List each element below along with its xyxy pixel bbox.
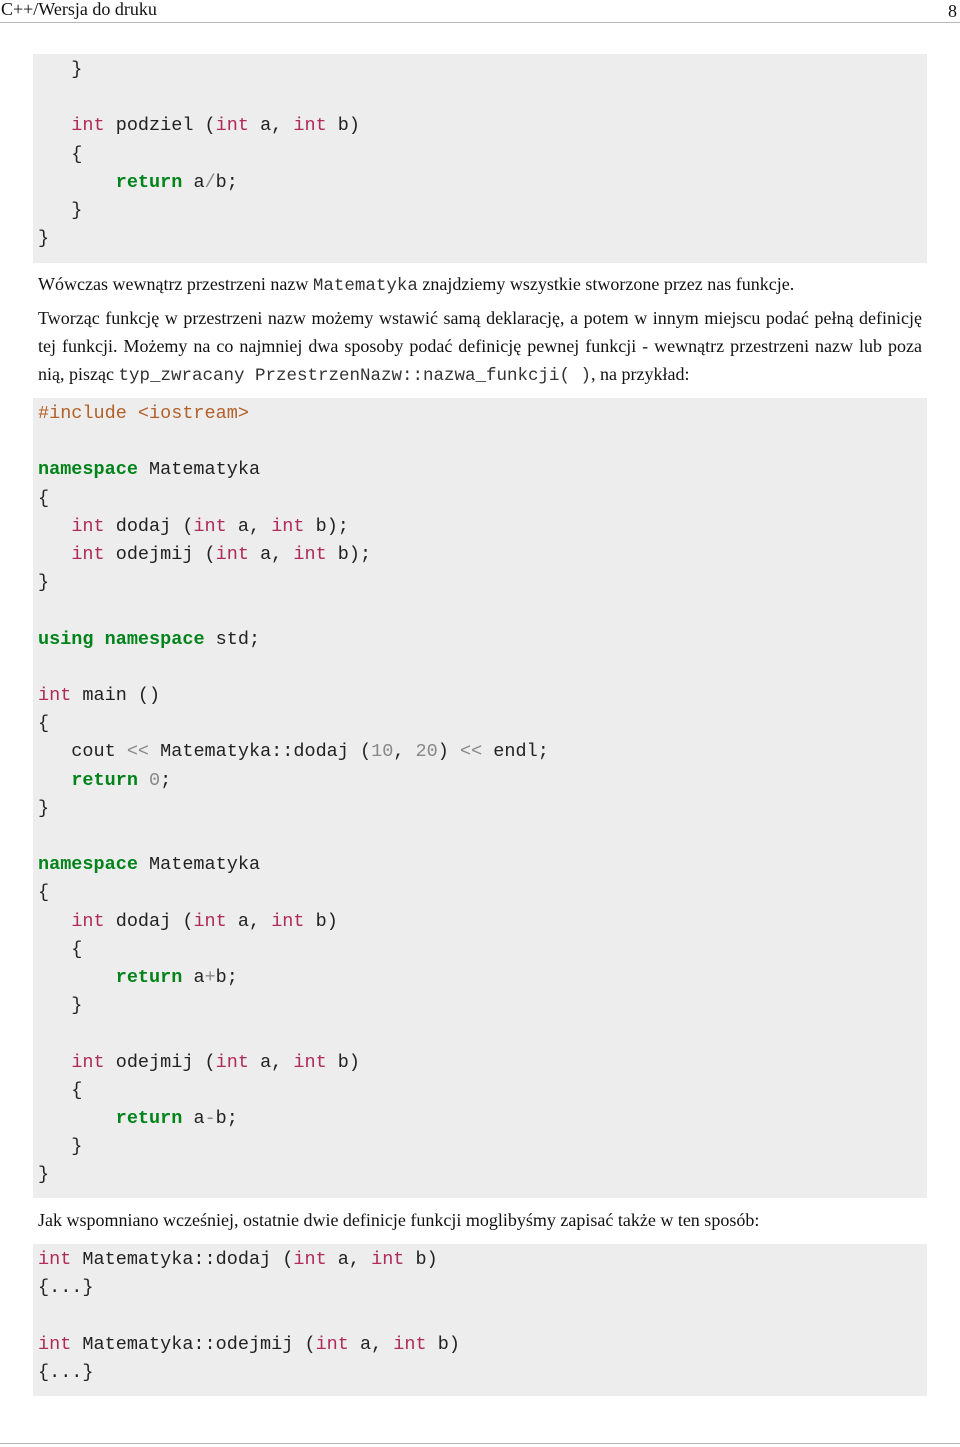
code-token: , [393, 741, 416, 763]
code-token: Matematyka [137, 459, 261, 481]
code-token: using [38, 628, 94, 650]
code-token: b) [404, 1249, 438, 1270]
code-block-podziel [33, 54, 927, 263]
paragraph-alternative-syntax [38, 1206, 922, 1234]
code-line [38, 143, 83, 165]
code-token [94, 629, 105, 650]
code-token [38, 544, 71, 565]
code-token: int [215, 115, 249, 137]
code-token: a, [226, 515, 272, 537]
code-line [38, 910, 338, 932]
code-token: int [215, 544, 249, 565]
code-line [38, 997, 82, 1015]
code-line [38, 487, 50, 509]
paragraph-text: Wówczas wewnątrz przestrzeni nazw [38, 274, 313, 294]
code-token [38, 1108, 116, 1129]
code-token: namespace [38, 459, 138, 481]
code-token: int [71, 544, 105, 565]
code-token: / [204, 171, 216, 193]
code-token: { [38, 713, 50, 735]
code-token: a, [226, 910, 272, 932]
paragraph-text: Jak wspomniano wcześniej, ostatnie dwie definicje funkcji moglibyśmy zapisać także w ten sposób: [38, 1210, 760, 1230]
code-token: - [204, 1108, 216, 1129]
code-line [38, 574, 49, 592]
code-line [38, 1138, 82, 1156]
code-token: return [115, 171, 183, 193]
code-token: a [182, 1108, 205, 1129]
code-token: endl; [482, 741, 549, 763]
code-token: cout [38, 741, 127, 763]
code-token: b) [304, 910, 338, 932]
code-token: b); [326, 544, 372, 565]
code-line [38, 1361, 94, 1383]
code-token: main () [71, 685, 161, 706]
code-line [38, 1279, 94, 1297]
code-line [38, 405, 249, 423]
code-token: a, [248, 544, 294, 565]
code-line [38, 230, 49, 248]
code-block-namespace-example [33, 398, 927, 1198]
code-token: int [271, 910, 305, 932]
code-token: namespace [104, 628, 205, 650]
code-token: int [38, 1333, 72, 1355]
code-token [138, 770, 149, 791]
paragraph-text: znajdziemy wszystkie stworzone przez nas funkcje. [417, 274, 795, 294]
code-line [38, 1333, 460, 1355]
code-token: #include <iostream> [38, 403, 249, 424]
code-token: } [38, 228, 50, 250]
code-line [38, 546, 371, 564]
inline-code-qualified-name: typ_zwracany PrzestrzenNazw::nazwa_funkcji( ) [118, 366, 592, 386]
code-token [38, 770, 71, 791]
code-token: return [115, 1108, 183, 1129]
code-token: int [193, 910, 227, 932]
code-token: int [38, 685, 72, 706]
code-token: int [271, 515, 305, 537]
code-token: } [38, 1136, 83, 1158]
code-line [38, 743, 549, 761]
code-token: int [38, 115, 105, 137]
code-token: int [71, 910, 105, 932]
code-token: Matematyka::dodaj ( [149, 741, 372, 763]
paragraph-namespace-contents [38, 270, 922, 300]
code-token: int [293, 544, 327, 565]
code-line [38, 856, 260, 874]
code-token: int [293, 1051, 327, 1073]
code-token: podziel [104, 115, 205, 137]
code-token: {...} [38, 1361, 94, 1383]
code-token: b; [215, 1108, 238, 1129]
code-token [38, 911, 71, 932]
code-line [38, 1051, 361, 1073]
paragraph-text: Tworząc funkcję w przestrzeni nazw możemy wstawić samą deklarację, a potem w innym miejscu podać pełną definicję tej funkcji. Możemy na co najmniej dwa sposoby podać definicję pewnej funkcji - wewnątrz przestrzeni nazw lub poza nią, pisząc [38, 308, 922, 384]
code-token: int [393, 1333, 427, 1355]
code-token: b) [326, 1051, 361, 1073]
code-token: b; [215, 171, 238, 193]
code-token [38, 1052, 71, 1073]
code-token: int [293, 1249, 327, 1270]
code-line [38, 715, 49, 733]
code-token: 20 [415, 741, 438, 763]
code-token: << [459, 741, 483, 763]
code-token: int [371, 1249, 405, 1270]
code-token: int [215, 1051, 249, 1073]
code-line [38, 938, 83, 960]
code-token: } [38, 995, 83, 1017]
code-line [38, 969, 238, 987]
code-token: 0 [149, 769, 161, 791]
footer-divider [0, 1443, 960, 1444]
code-token: odejmij ( [104, 1051, 216, 1073]
code-token: dodaj ( [104, 515, 194, 537]
code-token: return [71, 769, 138, 791]
code-token: { [38, 1079, 83, 1101]
code-line [38, 171, 238, 193]
code-token: return [115, 967, 183, 988]
code-token: { [38, 487, 50, 509]
code-token: a, [326, 1249, 372, 1270]
code-line [38, 1166, 49, 1184]
code-token: { [38, 882, 50, 904]
page-number: 8 [948, 1, 957, 21]
code-token: } [38, 59, 83, 80]
code-token: a, [248, 1051, 294, 1073]
code-line [38, 202, 82, 220]
code-token: {...} [38, 1277, 94, 1299]
code-token: int [293, 115, 327, 137]
code-line [38, 628, 261, 650]
code-line [38, 515, 349, 537]
code-line [38, 61, 82, 79]
code-token: ) [437, 741, 460, 763]
code-token: Matematyka::dodaj ( [71, 1249, 294, 1270]
code-token: int [71, 1051, 105, 1073]
code-token: 10 [371, 741, 394, 763]
code-token: namespace [38, 854, 138, 876]
code-token: int [193, 515, 227, 537]
code-token: } [38, 200, 83, 221]
code-token: Matematyka [137, 854, 261, 876]
code-token: ( [204, 115, 216, 137]
code-line [38, 687, 160, 705]
inline-code-matematyka: Matematyka [312, 276, 418, 296]
code-token: } [38, 572, 50, 594]
code-token [38, 172, 116, 193]
code-token: a, [248, 115, 294, 137]
code-line [38, 1110, 238, 1128]
code-token: + [204, 967, 216, 988]
code-line [38, 461, 260, 479]
code-token: { [38, 143, 83, 165]
code-token: << [126, 741, 150, 763]
code-token [38, 967, 116, 988]
code-line [38, 1079, 83, 1101]
paragraph-text: , na przykład: [591, 364, 690, 384]
code-token: odejmij ( [104, 544, 216, 565]
code-token: } [38, 797, 50, 819]
code-token: int [38, 1249, 72, 1270]
code-token: dodaj ( [104, 910, 194, 932]
code-token: std; [204, 628, 261, 650]
code-token [38, 516, 71, 537]
code-token: b; [215, 967, 238, 988]
code-line [38, 117, 360, 135]
code-token: int [71, 515, 105, 537]
code-token: a [182, 171, 205, 193]
page-header [0, 0, 960, 23]
paragraph-definition-ways [38, 304, 922, 390]
code-token: b); [304, 515, 349, 537]
document-title: C++/Wersja do druku [1, 0, 157, 19]
code-line [38, 1251, 438, 1269]
code-token: ; [160, 769, 172, 791]
code-token: b) [326, 115, 361, 137]
code-line [38, 884, 49, 902]
code-token: { [38, 938, 83, 960]
code-token: a, [348, 1333, 394, 1355]
code-block-qualified-definitions [33, 1244, 927, 1396]
code-token: int [315, 1333, 349, 1355]
code-line [38, 797, 50, 819]
code-token: } [38, 1164, 50, 1186]
code-token: Matematyka::odejmij ( [71, 1333, 316, 1355]
code-line [38, 769, 172, 791]
code-token: a [182, 967, 205, 988]
code-token: b) [426, 1333, 460, 1355]
